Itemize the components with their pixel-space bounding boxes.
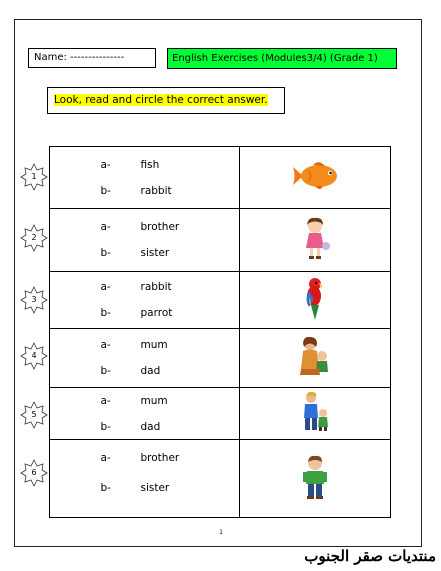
page-number: 1 [219, 529, 223, 536]
option-b[interactable] [50, 247, 239, 259]
question-number-badge [20, 163, 48, 191]
boy-picture [298, 454, 332, 500]
question-row [50, 388, 391, 440]
options-cell [50, 272, 240, 329]
question-number-badge [20, 459, 48, 487]
option-letter: b- [100, 420, 111, 433]
options-cell [50, 440, 240, 518]
option-a[interactable] [50, 395, 239, 407]
father-with-child-picture [297, 391, 333, 433]
question-row [50, 209, 391, 272]
picture-cell [240, 147, 391, 209]
question-number-badge [20, 401, 48, 429]
name-label: Name: --------------- [34, 52, 125, 63]
option-word: rabbit [140, 184, 172, 197]
option-letter: a- [100, 451, 111, 464]
option-word: brother [140, 221, 180, 233]
question-row [50, 329, 391, 388]
option-b[interactable] [50, 482, 239, 494]
option-letter: b- [100, 365, 111, 377]
instruction-box [47, 87, 285, 114]
option-letter: b- [100, 481, 111, 494]
option-letter: b- [100, 247, 111, 259]
goldfish-picture [289, 159, 341, 193]
question-number: 1 [31, 172, 37, 181]
instruction-text: Look, read and circle the correct answer. [54, 94, 268, 106]
question-number: 5 [31, 410, 37, 419]
option-word: mum [140, 394, 168, 407]
question-row [50, 147, 391, 209]
worksheet-title: English Exercises (Modules3/4) (Grade 1) [172, 53, 378, 64]
option-word: fish [140, 158, 160, 171]
question-number: 4 [31, 351, 37, 360]
option-word: dad [140, 420, 161, 433]
parrot-picture [300, 275, 330, 321]
option-word: parrot [140, 307, 173, 319]
option-letter: a- [100, 281, 111, 293]
question-number: 3 [31, 295, 37, 304]
option-letter: a- [100, 394, 111, 407]
option-a[interactable] [50, 339, 239, 351]
picture-cell [240, 388, 391, 440]
picture-cell [240, 440, 391, 518]
question-number-badge [20, 342, 48, 370]
question-number-badge [20, 286, 48, 314]
option-word: mum [140, 339, 168, 351]
option-b[interactable] [50, 185, 239, 197]
forum-watermark: منتديات صقر الجنوب [304, 547, 436, 565]
option-a[interactable] [50, 159, 239, 171]
option-letter: a- [100, 221, 111, 233]
question-number: 2 [31, 233, 37, 242]
option-a[interactable] [50, 281, 239, 293]
option-a[interactable] [50, 452, 239, 464]
option-letter: b- [100, 307, 111, 319]
picture-cell [240, 329, 391, 388]
girl-picture [297, 216, 333, 260]
picture-cell [240, 272, 391, 329]
option-word: brother [140, 451, 180, 464]
name-field[interactable] [28, 48, 156, 68]
question-row [50, 272, 391, 329]
questions-table [49, 146, 391, 518]
worksheet-title-box [167, 48, 397, 69]
option-word: sister [140, 247, 170, 259]
option-letter: a- [100, 339, 111, 351]
option-a[interactable] [50, 221, 239, 233]
option-word: sister [140, 481, 170, 494]
picture-cell [240, 209, 391, 272]
option-word: dad [140, 365, 161, 377]
options-cell [50, 329, 240, 388]
option-b[interactable] [50, 307, 239, 319]
question-number: 6 [31, 468, 37, 477]
option-b[interactable] [50, 365, 239, 377]
option-word: rabbit [140, 281, 172, 293]
options-cell [50, 388, 240, 440]
mother-with-child-picture [294, 335, 336, 377]
options-cell [50, 147, 240, 209]
question-row [50, 440, 391, 518]
option-b[interactable] [50, 421, 239, 433]
option-letter: b- [100, 184, 111, 197]
option-letter: a- [100, 158, 111, 171]
options-cell [50, 209, 240, 272]
question-number-badge [20, 224, 48, 252]
